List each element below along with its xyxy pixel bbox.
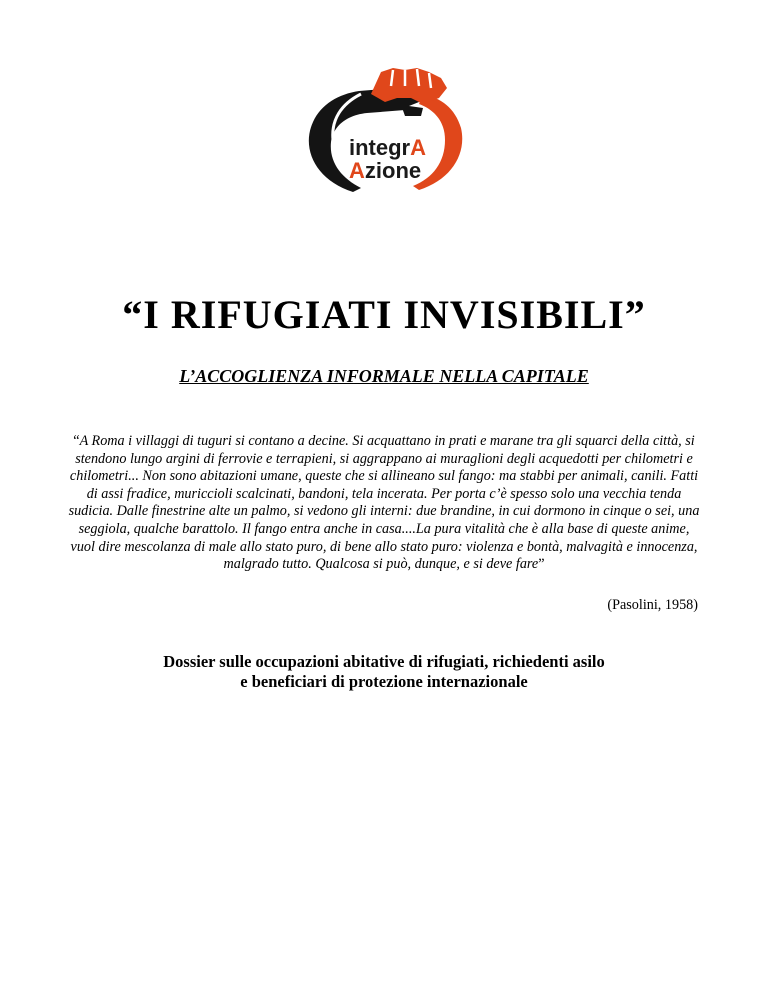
logo-text-zione: zione	[364, 158, 422, 183]
logo-text-a-accent-2: A	[349, 158, 365, 183]
quote-text: A Roma i villaggi di tuguri si contano a decine. Si acquattano in prati e marane tra gli squarci della città, si stendono lungo argini di ferrovie e terrapieni, si aggrappano ai muraglioni degli acquedotti per chilometri e chilometri... Non sono abitazioni umane, queste che si allineano sul fango: ma stabbi per animali, canili. Fatti di assi fradice, muriccioli scalcinati, bandoni, tela incerata. Per porta c’è spesso solo una vecchia tenda sudicia. Dalle finestrine alte un palmo, si vedono gli interni: due brandine, in cui dormono in cinque o sei, una seggiola, qualche barattolo. Il fango entra anche in casa....La pura vitalità che è alla base di queste anime, vuol dire mescolanza di male allo stato puro, di bene allo stato puro: violenza e bontà, malvagità e innocenza, malgrado tutto. Qualcosa si può, dunque, e si deve fare	[68, 433, 700, 573]
document-subtitle: L’ACCOGLIENZA INFORMALE NELLA CAPITALE	[179, 366, 589, 386]
dossier-line-1: Dossier sulle occupazioni abitative di rifugiati, richiedenti asilo	[163, 652, 605, 671]
svg-text:integrA	[349, 135, 426, 160]
integrazione-logo	[301, 64, 471, 196]
quote-close-mark: ”	[538, 556, 545, 573]
quote-citation: (Pasolini, 1958)	[607, 597, 698, 613]
dossier-line-2: e beneficiari di protezione internazionale	[240, 671, 528, 691]
pasolini-quote	[66, 433, 702, 574]
logo-text-integr: integr	[349, 135, 411, 160]
svg-text:Azione	[349, 158, 421, 183]
dossier-description	[0, 652, 768, 691]
logo-text-a-accent: A	[410, 135, 427, 160]
document-title: “I RIFUGIATI INVISIBILI”	[122, 292, 646, 337]
quote-open-mark: “	[73, 433, 80, 449]
logo-hands-graphic	[301, 64, 471, 196]
